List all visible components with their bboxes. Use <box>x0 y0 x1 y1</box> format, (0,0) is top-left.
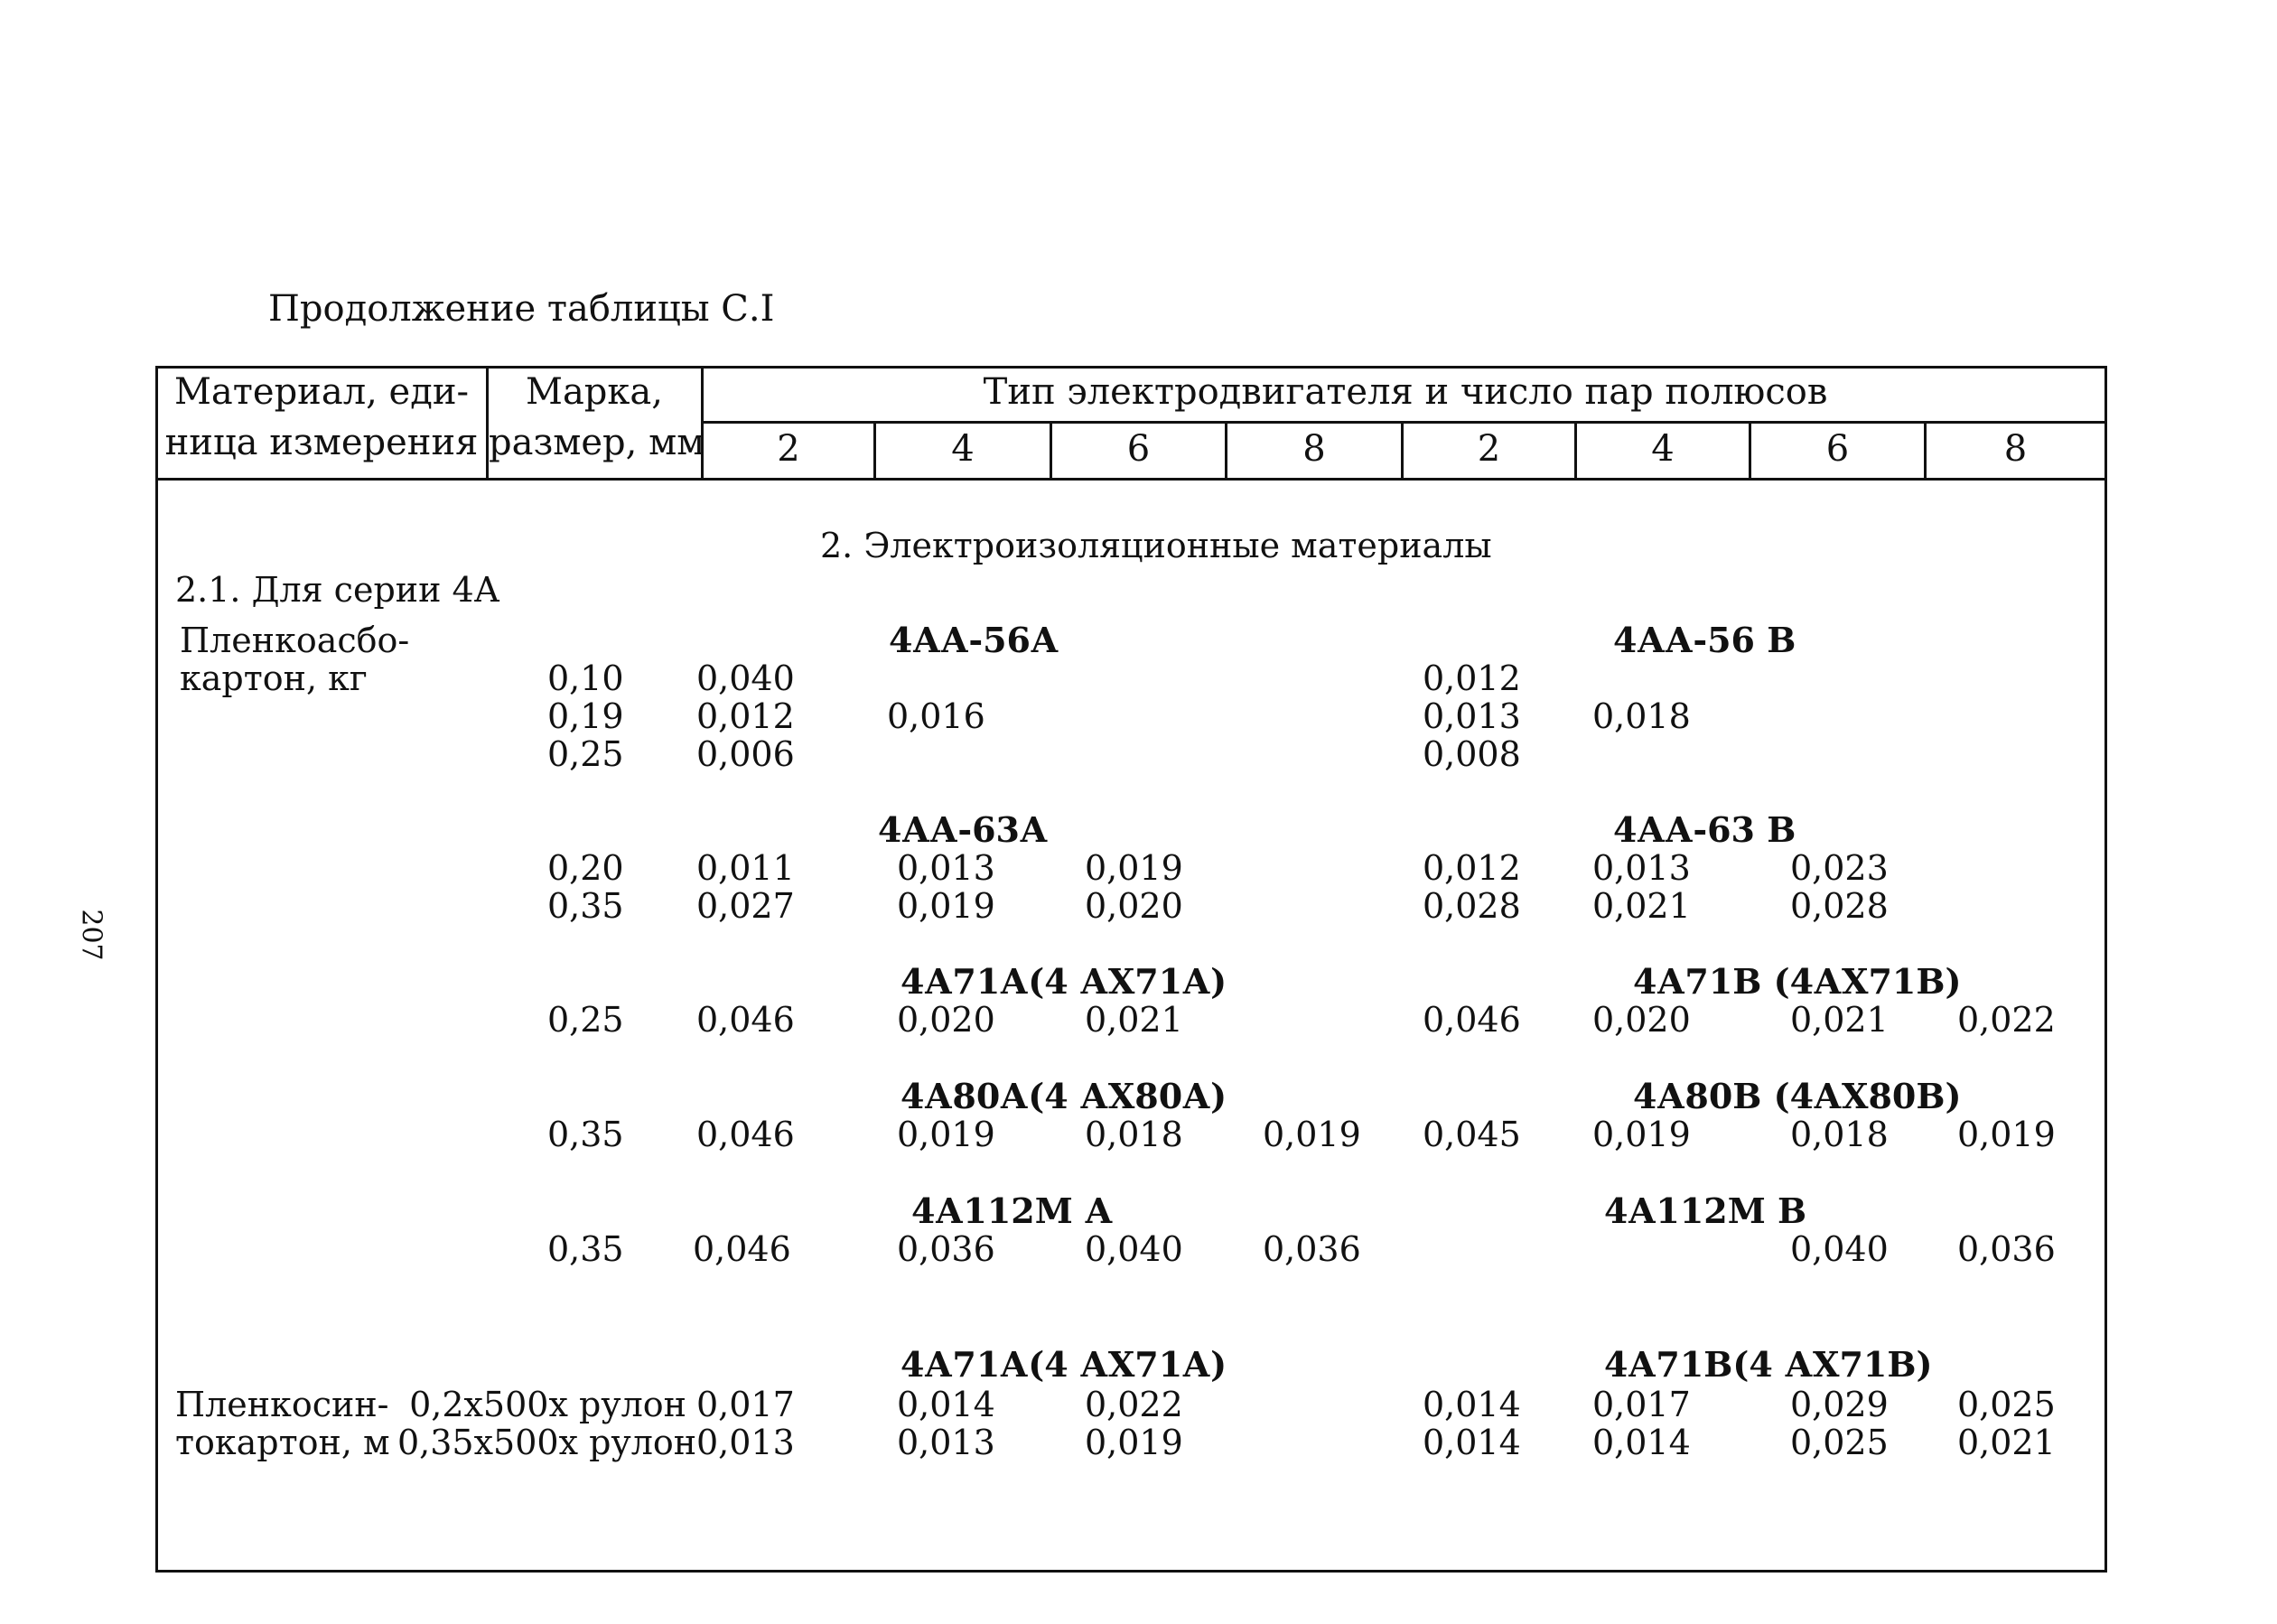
page-number: 207 <box>75 909 107 961</box>
motor-type-label: 4А71А(4 АХ71А) <box>901 1344 1227 1385</box>
value-cell: 0,036 <box>897 1229 995 1269</box>
motor-type-label: 4АА-56А <box>889 620 1059 660</box>
value-cell: 0,014 <box>1592 1423 1691 1462</box>
header-pole: 4 <box>1651 428 1675 470</box>
value-cell: 0,011 <box>696 848 795 888</box>
value-cell: 0,017 <box>696 1385 795 1424</box>
header-pole: 2 <box>1477 428 1501 470</box>
header-pole: 6 <box>1825 428 1850 470</box>
value-cell: 0,013 <box>897 848 995 888</box>
value-cell: 0,023 <box>1790 848 1889 888</box>
value-cell: 0,013 <box>696 1423 795 1462</box>
value-cell: 0,046 <box>696 1000 795 1040</box>
value-cell: 0,029 <box>1790 1385 1889 1424</box>
value-cell: 0,027 <box>696 886 795 926</box>
value-cell: 0,040 <box>1790 1229 1889 1269</box>
value-cell: 0,022 <box>1957 1000 2056 1040</box>
value-cell: 0,014 <box>1423 1385 1521 1424</box>
size-cell: 0,35х500х рулон <box>397 1423 697 1462</box>
value-cell: 0,025 <box>1957 1385 2056 1424</box>
motor-type-label: 4АА-56 В <box>1613 620 1796 660</box>
value-cell: 0,016 <box>887 696 985 736</box>
value-cell: 0,028 <box>1790 886 1889 926</box>
value-cell: 0,019 <box>1085 848 1183 888</box>
value-cell: 0,046 <box>693 1229 791 1269</box>
value-cell: 0,020 <box>1592 1000 1691 1040</box>
value-cell: 0,013 <box>897 1423 995 1462</box>
value-cell: 0,014 <box>897 1385 995 1424</box>
size-cell: 0,25 <box>547 1000 624 1040</box>
motor-type-label: 4А71А(4 АХ71А) <box>901 961 1227 1002</box>
motor-type-label: 4А80В (4АХ80В) <box>1633 1076 1962 1116</box>
material-name: токартон, м <box>175 1423 390 1462</box>
value-cell: 0,045 <box>1423 1115 1521 1154</box>
value-cell: 0,020 <box>897 1000 995 1040</box>
subsection-title: 2.1. Для серии 4А <box>175 570 500 610</box>
header-pole: 2 <box>777 428 800 470</box>
value-cell: 0,020 <box>1085 886 1183 926</box>
header-pole: 8 <box>1302 428 1326 470</box>
value-cell: 0,019 <box>1263 1115 1361 1154</box>
value-cell: 0,019 <box>1085 1423 1183 1462</box>
value-cell: 0,018 <box>1592 696 1691 736</box>
value-cell: 0,028 <box>1423 886 1521 926</box>
header-mark-line2: размер, мм <box>489 422 705 463</box>
material-name: Пленкоасбо- <box>180 621 410 660</box>
value-cell: 0,040 <box>1085 1229 1183 1269</box>
header-mark-line1: Марка, <box>526 371 663 413</box>
size-cell: 0,35 <box>547 1229 624 1269</box>
value-cell: 0,013 <box>1423 696 1521 736</box>
value-cell: 0,046 <box>696 1115 795 1154</box>
size-cell: 0,10 <box>547 658 624 698</box>
value-cell: 0,012 <box>1423 848 1521 888</box>
value-cell: 0,006 <box>696 734 795 774</box>
value-cell: 0,022 <box>1085 1385 1183 1424</box>
header-rule-bottom <box>155 478 2107 481</box>
value-cell: 0,013 <box>1592 848 1691 888</box>
header-material-line2: ница измерения <box>164 422 479 463</box>
motor-type-label: 4А80А(4 АХ80А) <box>901 1076 1227 1116</box>
header-pole: 6 <box>1126 428 1151 470</box>
size-cell: 0,2х500х рулон <box>409 1385 686 1424</box>
material-name: Пленкосин- <box>175 1385 389 1424</box>
header-pole: 4 <box>951 428 975 470</box>
section-title: 2. Электроизоляционные материалы <box>820 526 1492 565</box>
size-cell: 0,35 <box>547 886 624 926</box>
size-cell: 0,35 <box>547 1115 624 1154</box>
motor-type-label: 4А71В(4 АХ71В) <box>1604 1344 1933 1385</box>
material-name: картон, кг <box>180 658 368 698</box>
value-cell: 0,018 <box>1790 1115 1889 1154</box>
motor-type-label: 4АА-63 В <box>1613 809 1796 850</box>
value-cell: 0,014 <box>1423 1423 1521 1462</box>
size-cell: 0,25 <box>547 734 624 774</box>
header-rule-mid <box>701 421 2107 424</box>
value-cell: 0,019 <box>1592 1115 1691 1154</box>
size-cell: 0,19 <box>547 696 624 736</box>
header-pole: 8 <box>2003 428 2028 470</box>
value-cell: 0,017 <box>1592 1385 1691 1424</box>
value-cell: 0,036 <box>1263 1229 1361 1269</box>
value-cell: 0,019 <box>897 1115 995 1154</box>
value-cell: 0,019 <box>1957 1115 2056 1154</box>
size-cell: 0,20 <box>547 848 624 888</box>
motor-type-label: 4А71В (4АХ71В) <box>1633 961 1962 1002</box>
value-cell: 0,046 <box>1423 1000 1521 1040</box>
motor-type-label: 4АА-63А <box>878 809 1048 850</box>
table-caption: Продолжение таблицы С.I <box>268 288 775 330</box>
value-cell: 0,021 <box>1957 1423 2056 1462</box>
motor-type-label: 4А112М В <box>1604 1190 1807 1231</box>
value-cell: 0,019 <box>897 886 995 926</box>
value-cell: 0,036 <box>1957 1229 2056 1269</box>
header-material-line1: Материал, еди- <box>173 371 470 413</box>
value-cell: 0,025 <box>1790 1423 1889 1462</box>
value-cell: 0,012 <box>1423 658 1521 698</box>
value-cell: 0,008 <box>1423 734 1521 774</box>
value-cell: 0,012 <box>696 696 795 736</box>
value-cell: 0,021 <box>1592 886 1691 926</box>
value-cell: 0,040 <box>696 658 795 698</box>
value-cell: 0,021 <box>1085 1000 1183 1040</box>
value-cell: 0,018 <box>1085 1115 1183 1154</box>
value-cell: 0,021 <box>1790 1000 1889 1040</box>
header-motor-type: Тип электродвигателя и число пар полюсов <box>983 371 1828 413</box>
motor-type-label: 4А112М А <box>911 1190 1113 1231</box>
